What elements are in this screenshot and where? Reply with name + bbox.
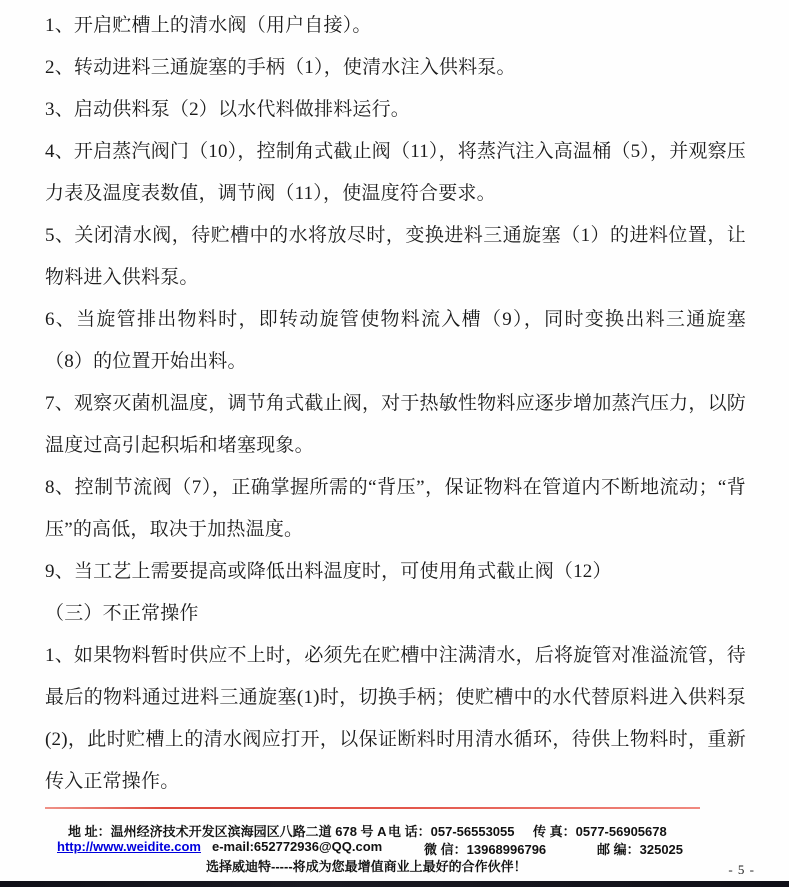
footer-divider-line [45, 807, 700, 809]
footer-slogan [206, 856, 527, 875]
wechat-label: 微 信： [424, 842, 467, 857]
paragraph-step-2: 2、转动进料三通旋塞的手柄（1），使清水注入供料泵。 [45, 57, 516, 78]
website-link[interactable]: http://www.weidite.com [57, 839, 201, 854]
footer-email [212, 839, 382, 854]
fax-value: 0577-56905678 [575, 824, 667, 839]
paragraph-step-6: 6、当旋管排出物料时，即转动旋管使物料流入槽（9），同时变换出料三通旋塞（8）的位置开始出料。 [45, 309, 746, 372]
footer-address [68, 821, 387, 840]
section-heading-abnormal-operation: （三）不正常操作 [45, 603, 199, 624]
paragraph-abnormal-1: 1、如果物料暂时供应不上时，必须先在贮槽中注满清水，后将旋管对准溢流管，待最后的物料通过进料三通旋塞(1)时，切换手柄；使贮槽中的水代替原料进入供料泵(2)，此时贮槽上的清水阀应打开，以保证断料时用清水循环，待供上物料时，重新传入正常操作。 [45, 645, 746, 792]
paragraph-step-3: 3、启动供料泵（2）以水代料做排料运行。 [45, 99, 411, 120]
footer-postal-code [597, 839, 683, 858]
email-value: e-mail:652772936@QQ.com [212, 839, 383, 854]
address-value: 温州经济技术开发区滨海园区八路二道 678 号 A [110, 824, 387, 839]
paragraph-step-4: 4、开启蒸汽阀门（10），控制角式截止阀（11），将蒸汽注入高温桶（5），并观察压力表及温度表数值，调节阀（11），使温度符合要求。 [45, 141, 746, 204]
body-text [45, 0, 746, 803]
postal-value: 325025 [639, 842, 684, 857]
phone-label: 电 话： [388, 824, 431, 839]
scan-bottom-edge [0, 881, 789, 887]
paragraph-step-9: 9、当工艺上需要提高或降低出料温度时，可使用角式截止阀（12） [45, 561, 612, 582]
paragraph-step-5: 5、关闭清水阀，待贮槽中的水将放尽时，变换进料三通旋塞（1）的进料位置，让物料进入供料泵。 [45, 225, 746, 288]
fax-label: 传 真： [533, 824, 576, 839]
address-label: 地 址： [68, 824, 111, 839]
postal-label: 邮 编： [597, 842, 640, 857]
footer-fax [533, 821, 667, 840]
paragraph-step-8: 8、控制节流阀（7），正确掌握所需的“背压”，保证物料在管道内不断地流动；“背压”的高低，取决于加热温度。 [45, 477, 746, 540]
paragraph-step-7: 7、观察灭菌机温度，调节角式截止阀，对于热敏性物料应逐步增加蒸汽压力，以防温度过高引起积垢和堵塞现象。 [45, 393, 746, 456]
page-number: - 5 - [728, 862, 755, 877]
slogan-text: 选择威迪特-----将成为您最增值商业上最好的合作伙伴！ [206, 859, 527, 874]
footer-website [57, 839, 201, 854]
paragraph-step-1: 1、开启贮槽上的清水阀（用户自接）。 [45, 15, 372, 36]
phone-value: 057-56553055 [430, 824, 515, 839]
wechat-value: 13968996796 [466, 842, 547, 857]
footer-phone [388, 821, 514, 840]
